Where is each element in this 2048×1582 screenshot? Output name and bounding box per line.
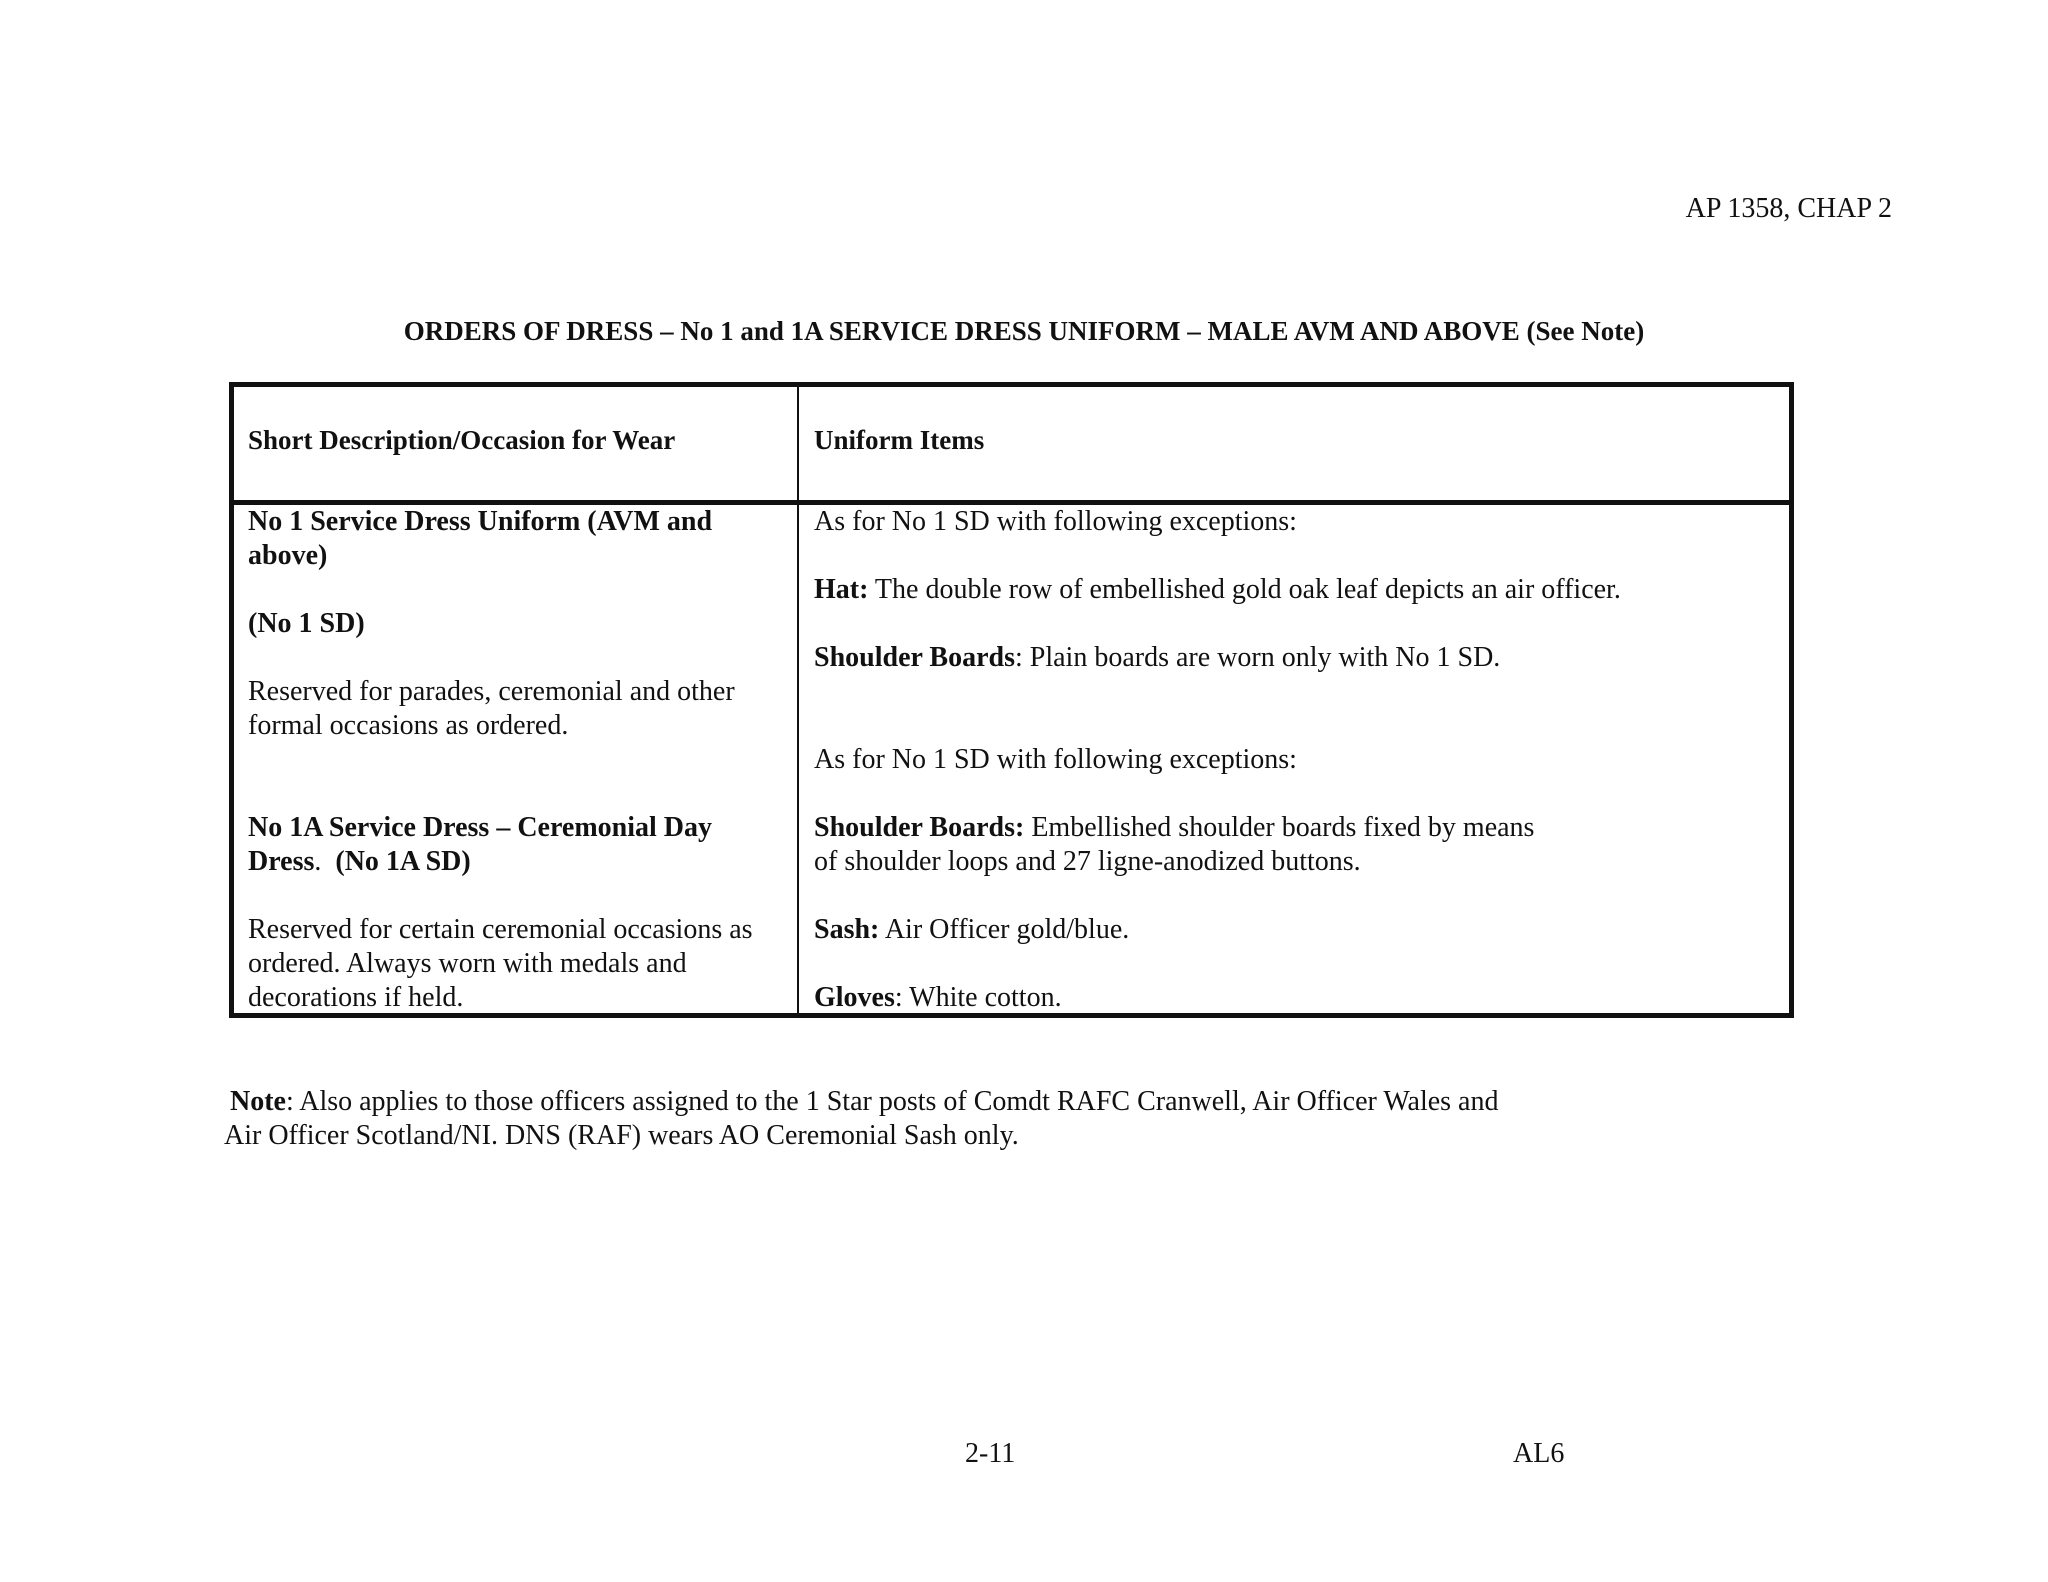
- gloves-label: Gloves: [814, 982, 895, 1013]
- hat-text: The double row of embellished gold oak leaf depicts an air officer.: [868, 574, 1621, 605]
- note-line2: Air Officer Scotland/NI. DNS (RAF) wears AO Ceremonial Sash only.: [224, 1120, 1019, 1151]
- no1a-description-line1: Reserved for certain ceremonial occasions as: [248, 914, 753, 945]
- shoulder-boards-no1a-text-line1: Embellished shoulder boards fixed by means: [1024, 812, 1535, 843]
- orders-of-dress-table: [229, 382, 1794, 1018]
- shoulder-boards-no1a-item: [814, 811, 1774, 845]
- no1-code: (No 1 SD): [248, 608, 365, 639]
- amendment-list: AL6: [1513, 1438, 1565, 1469]
- footnote: [224, 1085, 1498, 1153]
- shoulder-boards-no1a-text-line2: of shoulder loops and 27 ligne-anodized buttons.: [814, 846, 1361, 877]
- column-header-description: Short Description/Occasion for Wear: [248, 425, 676, 455]
- sash-text: Air Officer gold/blue.: [879, 914, 1130, 945]
- column-header-uniform-items: Uniform Items: [814, 425, 985, 455]
- table-header-row: [234, 387, 1789, 505]
- shoulder-boards-no1-text: : Plain boards are worn only with No 1 SD.: [1015, 642, 1501, 673]
- no1-title-line1: No 1 Service Dress Uniform (AVM and: [248, 506, 713, 537]
- note-label: Note: [230, 1086, 286, 1117]
- no1-description-line2: formal occasions as ordered.: [248, 710, 569, 741]
- gloves-text: : White cotton.: [894, 982, 1062, 1013]
- note-line1: : Also applies to those officers assigned to the 1 Star posts of Comdt RAFC Cranwell, Air Officer Wales and: [285, 1086, 1499, 1117]
- sash-item: [814, 913, 1774, 947]
- column-divider: [797, 387, 799, 1013]
- no1a-title-line1: No 1A Service Dress – Ceremonial Day: [248, 812, 712, 843]
- no1a-description-line2: ordered. Always worn with medals and: [248, 948, 687, 979]
- no1-description-line1: Reserved for parades, ceremonial and other: [248, 676, 735, 707]
- no1a-code: (No 1A SD): [335, 846, 471, 877]
- sash-label: Sash:: [814, 914, 880, 945]
- uniform-items-column: [814, 505, 1774, 1015]
- shoulder-boards-no1a-label: Shoulder Boards:: [814, 812, 1025, 843]
- no1-intro: As for No 1 SD with following exceptions:: [814, 506, 1297, 537]
- no1a-title-dress: Dress: [248, 846, 315, 877]
- description-column: [248, 505, 788, 1015]
- no1a-title-separator: .: [314, 846, 336, 877]
- document-reference: AP 1358, CHAP 2: [1685, 193, 1892, 224]
- shoulder-boards-no1-label: Shoulder Boards: [814, 642, 1015, 673]
- hat-label: Hat:: [814, 574, 869, 605]
- no1-title-line2: above): [248, 540, 328, 571]
- hat-item: [814, 573, 1774, 607]
- shoulder-boards-no1-item: [814, 641, 1774, 675]
- gloves-item: [814, 981, 1774, 1015]
- page-title: ORDERS OF DRESS – No 1 and 1A SERVICE DRESS UNIFORM – MALE AVM AND ABOVE (See Note): [403, 316, 1645, 346]
- no1a-description-line3: decorations if held.: [248, 982, 464, 1013]
- page-number: 2-11: [965, 1438, 1016, 1469]
- no1a-intro: As for No 1 SD with following exceptions:: [814, 744, 1297, 775]
